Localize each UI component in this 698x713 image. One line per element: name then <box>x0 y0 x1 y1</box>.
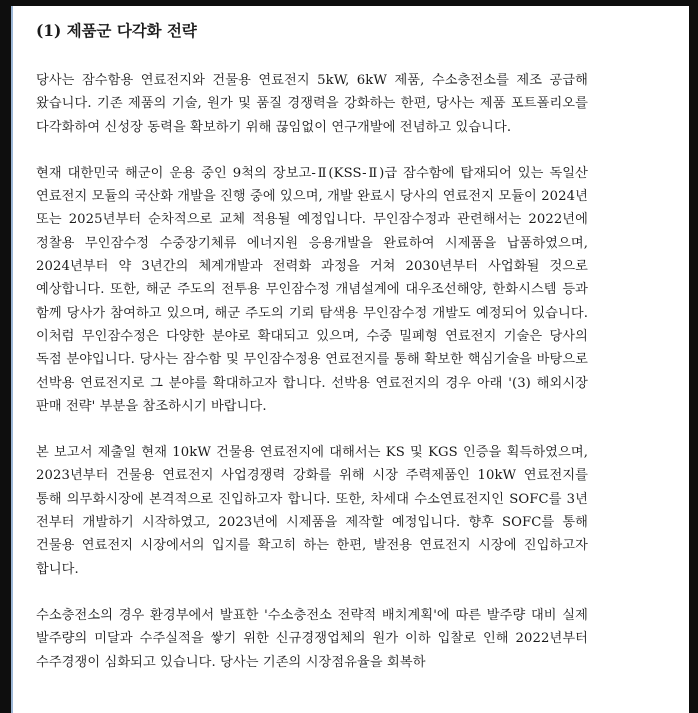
spacer <box>36 139 588 162</box>
document-body <box>36 20 588 674</box>
section-heading: (1) 제품군 다각화 전략 <box>36 22 197 40</box>
spacer <box>36 42 588 69</box>
paragraph-product-intro: 당사는 잠수함용 연료전지와 건물용 연료전지 5kW, 6kW 제품, 수소충전소를 제조 공급해 왔습니다. 기존 제품의 기술, 원가 및 품질 경쟁력을 강화하는 한편, 당사는 제품 포트폴리오를 다각화하여 신성장 동력을 확보하기 위해 끊임없이 연구개발에 전념하고 있습니다. <box>36 73 588 135</box>
spacer <box>36 581 588 604</box>
paragraph-submarine-fuel-cell: 현재 대한민국 해군이 운용 중인 9척의 장보고-Ⅱ(KSS-Ⅱ)급 잠수함에 탑재되어 있는 독일산 연료전지 모듈의 국산화 개발을 진행 중에 있으며, 개발 완료시 당사의 연료전지 모듈이 2024년 또는 2025년부터 순차적으로 교체 적용될 예정입니다. 무인잠수정과 관련해서는 2022년에 정찰용 무인잠수정 수중장기체류 에너지원 응용개발을 완료하여 시제품을 납품하였으며, 2024년부터 약 3년간의 체계개발과 전력화 과정을 거쳐 2030년부터 사업화될 것으로 예상합니다. 또한, 해군 주도의 전투용 무인잠수정 개념설계에 대우조선해양, 한화시스템 등과 함께 당사가 참여하고 있으며, 해군 주도의 기뢰 탐색용 무인잠수정 개발도 예정되어 있습니다. 이처럼 무인잠수정은 다양한 분야로 확대되고 있으며, 수중 밀폐형 연료전지 기술은 당사의 독점 분야입니다. 당사는 잠수함 및 무인잠수정용 연료전지를 통해 확보한 핵심기술을 바탕으로 선박용 연료전지로 그 분야를 확대하고자 합니다. 선박용 연료전지의 경우 아래 '(3) 해외시장 판매 전략' 부분을 참조하시기 바랍니다. <box>36 165 588 414</box>
paragraph-hydrogen-station: 수소충전소의 경우 환경부에서 발표한 '수소충전소 전략적 배치계획'에 따른 발주량 대비 실제 발주량의 미달과 수주실적을 쌓기 위한 신규경쟁업체의 원가 이하 입찰로 인해 2022년부터 수주경쟁이 심화되고 있습니다. 당사는 기존의 시장점유율을 회복하 <box>36 607 588 670</box>
document-page <box>11 6 689 713</box>
spacer <box>36 418 588 441</box>
paragraph-building-fuel-cell: 본 보고서 제출일 현재 10kW 건물용 연료전지에 대해서는 KS 및 KGS 인증을 획득하였으며, 2023년부터 건물용 연료전지 사업경쟁력 강화를 위해 시장 주력제품인 10kW 연료전지를 통해 의무화시장에 본격적으로 진입하고자 합니다. 또한, 차세대 수소연료전지인 SOFC를 3년 전부터 개발하기 시작하였고, 2023년에 시제품을 제작할 예정입니다. 향후 SOFC를 통해 건물용 연료전지 시장에서의 입지를 확고히 하는 한편, 발전용 연료전지 시장에 진입하고자 합니다. <box>36 445 588 577</box>
